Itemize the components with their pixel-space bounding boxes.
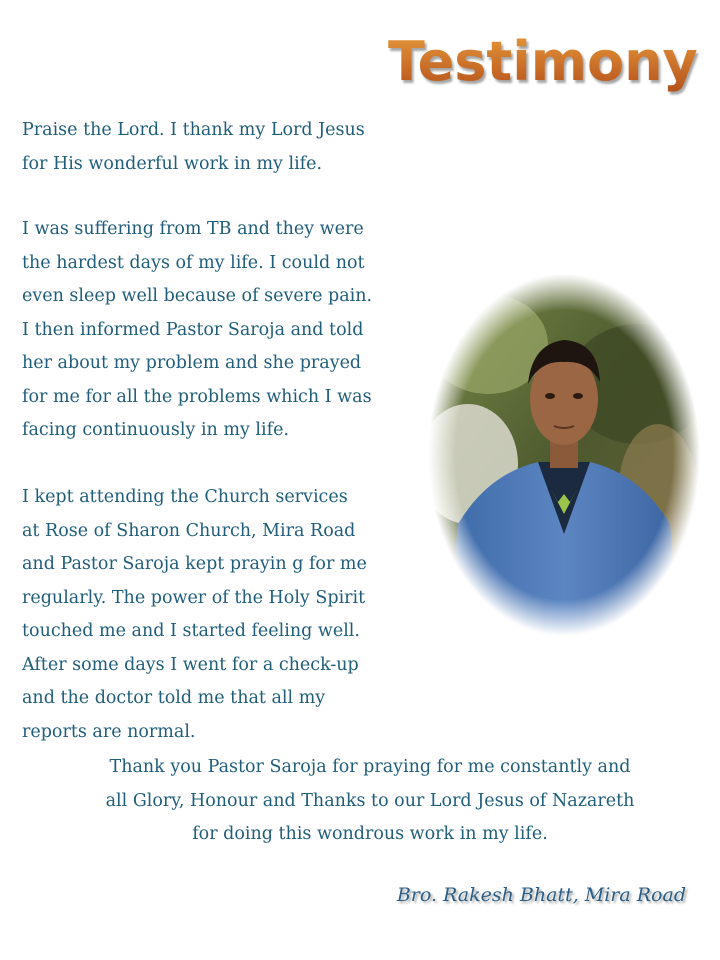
text-line: reports are normal. (22, 721, 196, 742)
text-line: After some days I went for a check-up (22, 654, 359, 675)
thanks-paragraph (20, 751, 720, 852)
signature: Bro. Rakesh Bhatt, Mira Road (396, 884, 686, 906)
text-line: and Pastor Saroja kept prayin g for me (22, 554, 367, 574)
text-line: facing continuously in my life. (22, 420, 290, 440)
text-line: for me for all the problems which I was (22, 386, 372, 407)
text-line: Praise the Lord. I thank my Lord Jesus (22, 120, 365, 140)
text-line: her about my problem and she prayed (22, 353, 362, 373)
paragraph-intro (22, 114, 365, 181)
text-line: I kept attending the Church services (22, 487, 348, 507)
paragraph-illness (22, 213, 372, 448)
text-line: even sleep well because of severe pain. (22, 286, 373, 306)
text-line: at Rose of Sharon Church, Mira Road (22, 520, 356, 541)
portrait-photo (428, 274, 700, 636)
text-line: all Glory, Honour and Thanks to our Lord Jesus of Nazareth (105, 790, 635, 811)
text-line: regularly. The power of the Holy Spirit (22, 587, 366, 608)
text-line: I then informed Pastor Saroja and told (22, 319, 364, 340)
text-line: touched me and I started feeling well. (22, 621, 360, 641)
text-line: for His wonderful work in my life. (22, 153, 323, 174)
text-line: for doing this wondrous work in my life. (192, 824, 548, 844)
text-line: and the doctor told me that all my (22, 688, 326, 708)
paragraph-healing (22, 481, 367, 749)
text-line: I was suffering from TB and they were (22, 219, 364, 239)
text-line: Thank you Pastor Saroja for praying for me constantly and (109, 757, 631, 777)
text-line: the hardest days of my life. I could not (22, 252, 365, 273)
page-title: Testimony (388, 30, 708, 93)
